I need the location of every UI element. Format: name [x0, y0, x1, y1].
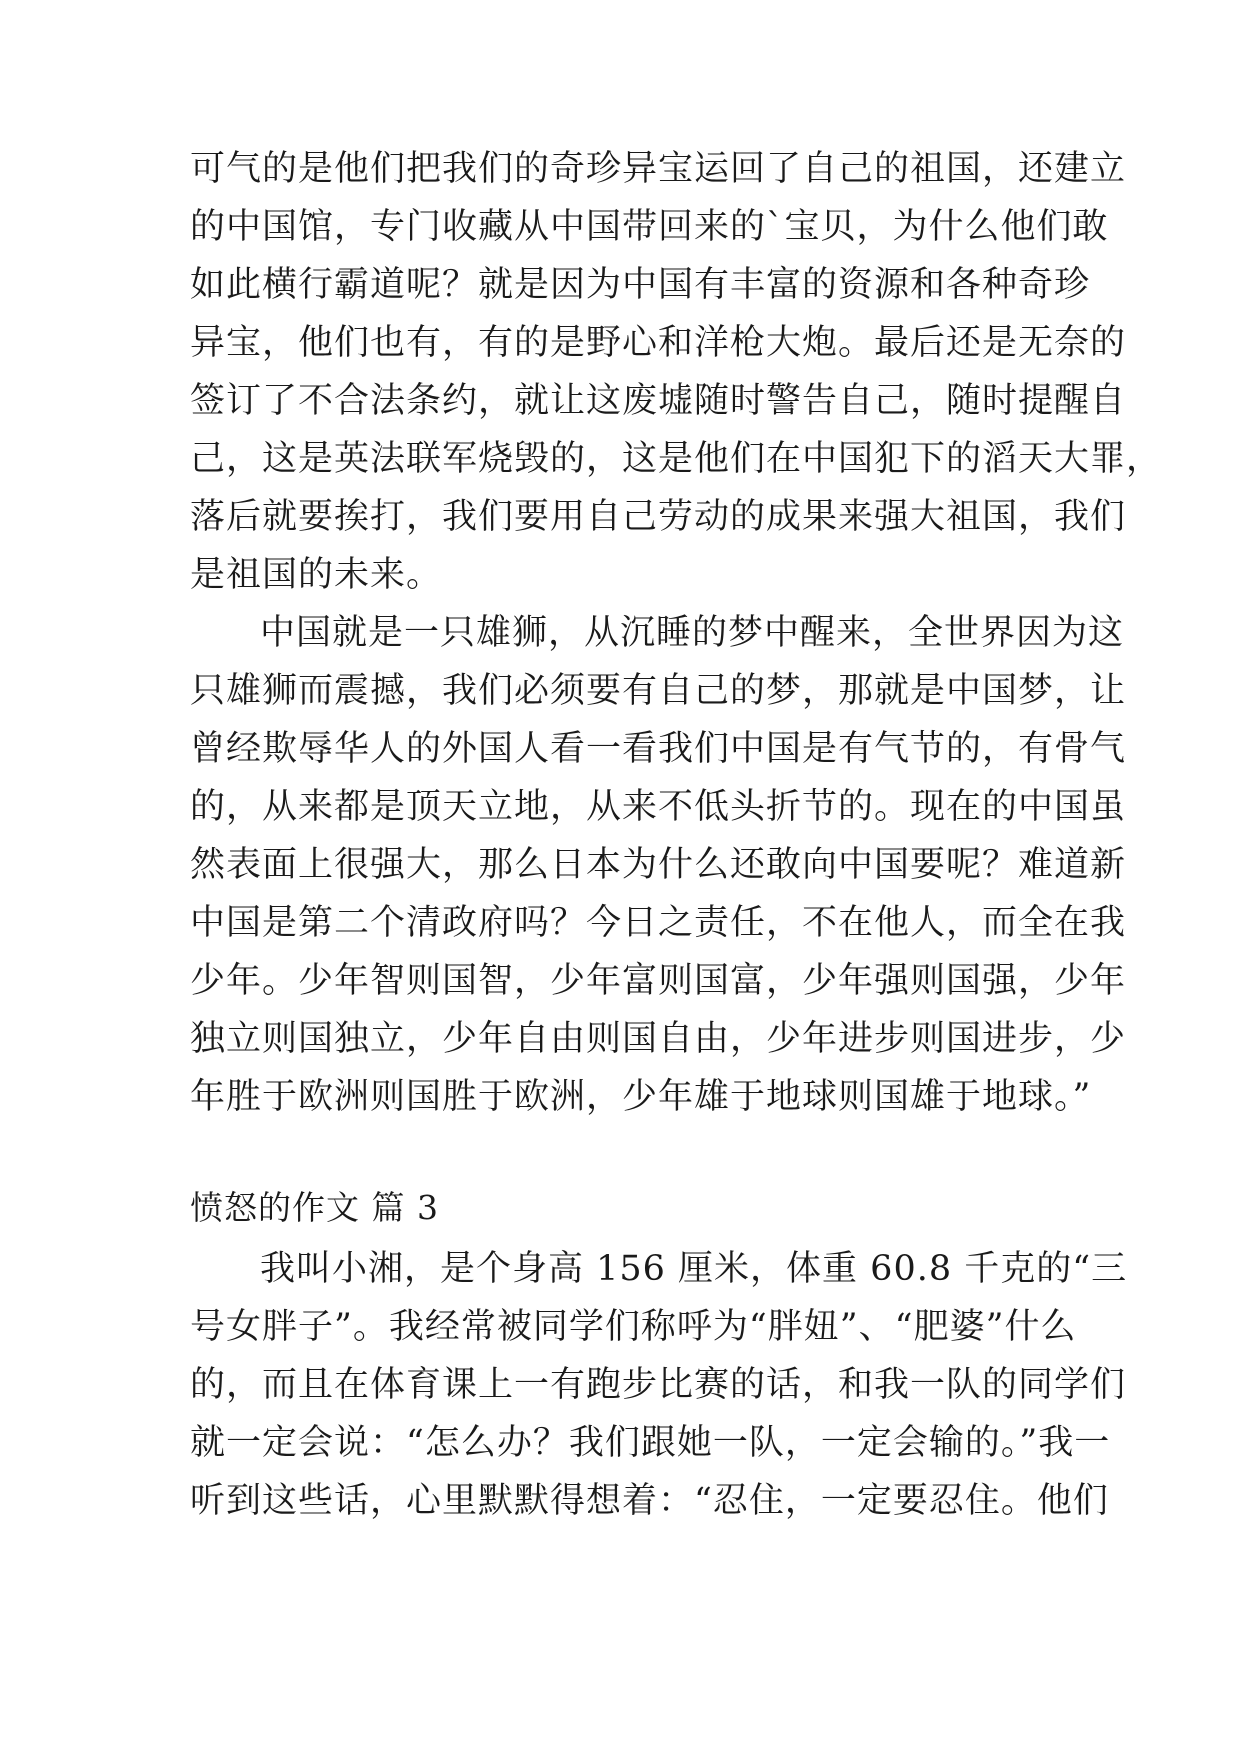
text-line: 曾经欺辱华人的外国人看一看我们中国是有气节的，有骨气 — [190, 729, 1127, 769]
text-line: 中国就是一只雄狮，从沉睡的梦中醒来，全世界因为这 — [260, 613, 1125, 653]
text-line: 然表面上很强大，那么日本为什么还敢向中国要呢？难道新 — [190, 845, 1127, 885]
text-line: 己，这是英法联军烧毁的，这是他们在中国犯下的滔天大罪， — [190, 439, 1163, 479]
text-line: 的，而且在体育课上一有跑步比赛的话，和我一队的同学们 — [190, 1365, 1127, 1405]
text-line: 我叫小湘，是个身高 156 厘米，体重 60.8 千克的“三 — [260, 1249, 1128, 1289]
text-line: 可气的是他们把我们的奇珍异宝运回了自己的祖国，还建立 — [190, 149, 1127, 189]
document-page — [190, 140, 1163, 1530]
text-line: 只雄狮而震撼，我们必须要有自己的梦，那就是中国梦，让 — [190, 671, 1127, 711]
text-line: 的中国馆，专门收藏从中国带回来的`宝贝，为什么他们敢 — [190, 207, 1109, 247]
text-line: 异宝，他们也有，有的是野心和洋枪大炮。最后还是无奈的 — [190, 323, 1127, 363]
text-line: 落后就要挨打，我们要用自己劳动的成果来强大祖国，我们 — [190, 497, 1127, 537]
text-line: 独立则国独立，少年自由则国自由，少年进步则国进步，少 — [190, 1019, 1127, 1059]
text-line: 听到这些话，心里默默得想着：“忍住，一定要忍住。他们 — [190, 1481, 1109, 1521]
text-line: 少年。少年智则国智，少年富则国富，少年强则国强，少年 — [190, 961, 1127, 1001]
text-line: 如此横行霸道呢？就是因为中国有丰富的资源和各种奇珍 — [190, 265, 1091, 305]
text-line: 年胜于欧洲则国胜于欧洲，少年雄于地球则国雄于地球。” — [190, 1077, 1092, 1117]
section-heading: 愤怒的作文 篇 3 — [190, 1188, 439, 1227]
text-line: 的，从来都是顶天立地，从来不低头折节的。现在的中国虽 — [190, 787, 1127, 827]
text-line: 签订了不合法条约，就让这废墟随时警告自己，随时提醒自 — [190, 381, 1127, 421]
paragraph-3 — [190, 1240, 1128, 1530]
text-line: 是祖国的未来。 — [190, 555, 443, 595]
paragraph-2 — [190, 604, 1127, 1126]
text-line: 号女胖子”。我经常被同学们称呼为“胖妞”、“肥婆”什么 — [190, 1307, 1077, 1347]
text-line: 就一定会说：“怎么办？我们跟她一队，一定会输的。”我一 — [190, 1423, 1111, 1463]
text-line: 中国是第二个清政府吗？今日之责任，不在他人，而全在我 — [190, 903, 1127, 943]
paragraph-1 — [190, 140, 1163, 604]
